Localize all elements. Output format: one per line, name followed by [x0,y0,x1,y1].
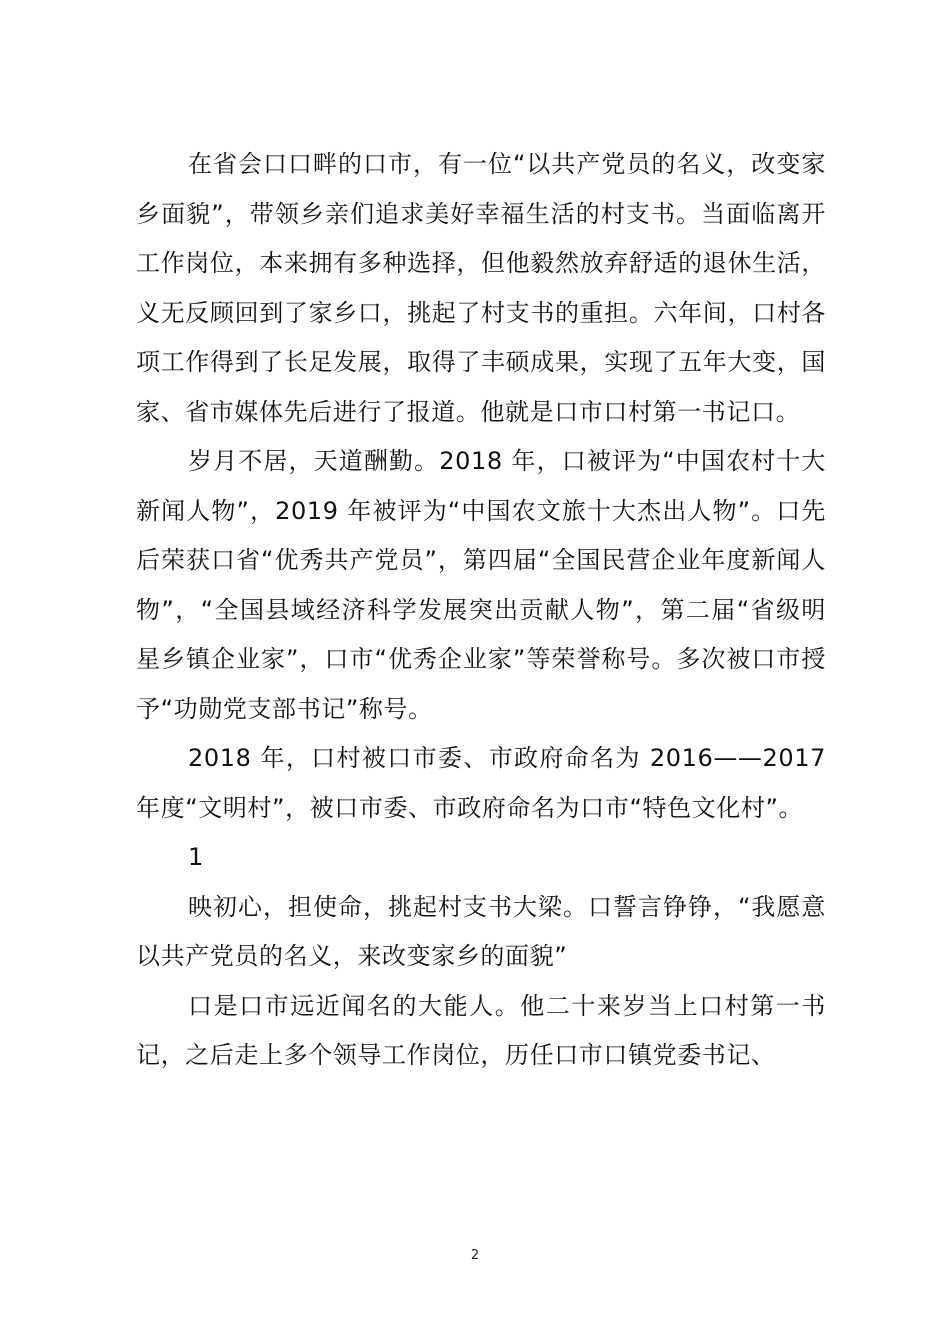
paragraph-village-awards: 2018 年，口村被口市委、市政府命名为 2016——2017 年度“文明村”，被口市委、市政府命名为口市“特色文化村”。 [136,744,835,822]
body-text [136,140,835,1081]
page-number: 2 [470,1248,480,1263]
section-number: 1 [188,843,204,871]
paragraph-background: 口是口市远近闻名的大能人。他二十来岁当上口村第一书记，之后走上多个领导工作岗位，历任口市口镇党委书记、 [136,991,826,1069]
paragraph-intro: 在省会口口畔的口市，有一位“以共产党员的名义，改变家乡面貌”，带领乡亲们追求美好幸福生活的村支书。当面临离开工作岗位，本来拥有多种选择，但他毅然放弃舒适的退休生活，义无反顾回到了家乡口，挑起了村支书的重担。六年间，口村各项工作得到了长足发展，取得了丰硕成果，实现了五年大变，国家、省市媒体先后进行了报道。他就是口市口村第一书记口。 [136,150,826,426]
section-heading: 映初心，担使命，挑起村支书大梁。口誓言铮铮，“我愿意以共产党员的名义，来改变家乡的面貌” [136,892,826,970]
paragraph-honors: 岁月不居，天道酬勤。2018 年，口被评为“中国农村十大新闻人物”，2019 年被评为“中国农文旅十大杰出人物”。口先后荣获口省“优秀共产党员”，第四届“全国民营企业年度新闻人物”，“全国县域经济科学发展突出贡献人物”，第二届“省级明星乡镇企业家”，口市“优秀企业家”等荣誉称号。多次被口市授予“功勋党支部书记”称号。 [136,447,826,723]
